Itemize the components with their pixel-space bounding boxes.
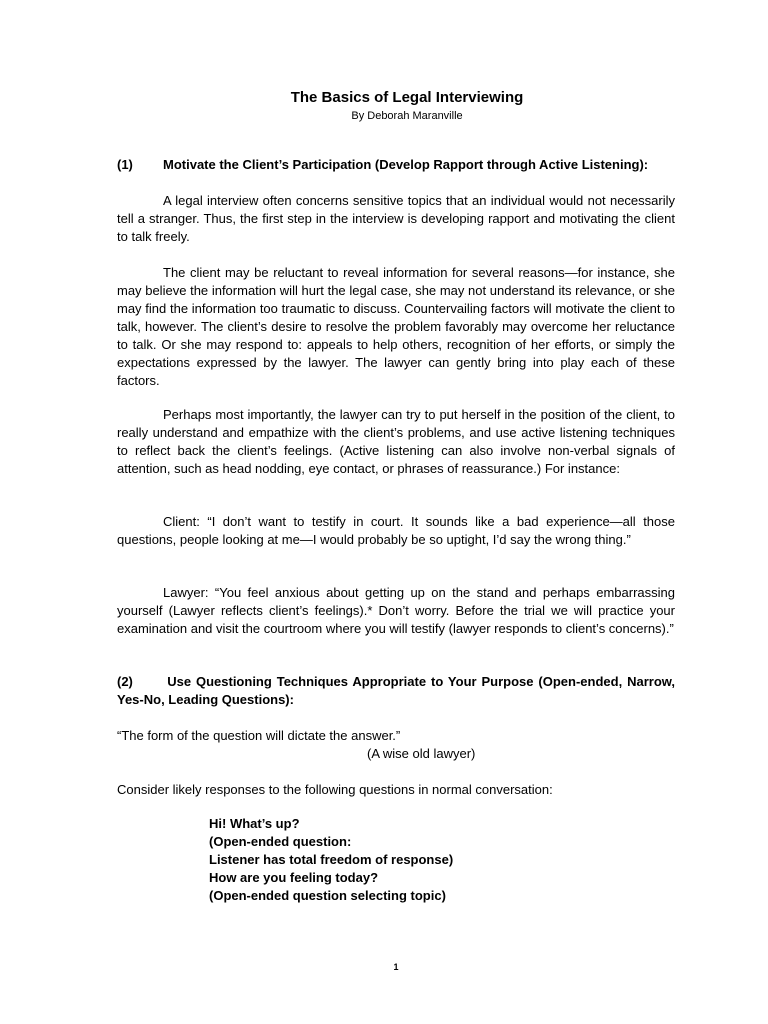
- section-1-title: Motivate the Client’s Participation (Develop Rapport through Active Listening):: [163, 157, 649, 172]
- paragraph-3: Perhaps most importantly, the lawyer can try to put herself in the position of the client, to really understand and empathize with the client’s problems, and use active listening techniques to reflect back the client’s feelings. (Active listening can also involve non-verbal signals of attention, such as head nodding, eye contact, or phrases of reassurance.) For instance:: [117, 407, 675, 476]
- paragraph-lawyer-quote: Lawyer: “You feel anxious about getting up on the stand and perhaps embarrassing yourself (Lawyer reflects client’s feelings).* Don’t worry. Before the trial we will practice your examination and visit the courtroom where you will testify (lawyer responds to client’s concerns).”: [117, 585, 675, 636]
- document-author: By Deborah Maranville: [351, 110, 463, 122]
- quote-attribution: (A wise old lawyer): [367, 746, 476, 761]
- paragraph-1: A legal interview often concerns sensitive topics that an individual would not necessarily tell a stranger. Thus, the first step in the interview is developing rapport and motivating the client to talk freely.: [117, 193, 675, 244]
- list-item: Listener has total freedom of response): [209, 852, 454, 867]
- section-1-heading: [117, 156, 677, 174]
- document-title: The Basics of Legal Interviewing: [290, 89, 524, 106]
- list-item: How are you feeling today?: [209, 870, 379, 885]
- section-2-heading: (2) Use Questioning Techniques Appropriate to Your Purpose (Open-ended, Narrow, Yes-No, Leading Questions):: [117, 674, 675, 707]
- list-item: (Open-ended question:: [209, 834, 352, 849]
- page-number: 1: [393, 962, 399, 972]
- paragraph-2: The client may be reluctant to reveal information for several reasons—for instance, she may believe the information will hurt the legal case, she may not understand its relevance, or she may find the information too traumatic to discuss. Countervailing factors will motivate the client to talk, however. The client’s desire to resolve the problem favorably may overcome her reluctance to talk. Or she may respond to: appeals to help others, recognition of her efforts, or simply the expectations expressed by the lawyer. The lawyer can gently bring into play each of these factors.: [117, 265, 675, 388]
- quote-text: “The form of the question will dictate the answer.”: [117, 728, 401, 743]
- question-list: [209, 815, 669, 905]
- list-item: (Open-ended question selecting topic): [209, 888, 446, 903]
- paragraph-client-quote: Client: “I don’t want to testify in court. It sounds like a bad experience—all those questions, people looking at me—I would probably be so uptight, I’d say the wrong thing.”: [117, 514, 675, 547]
- consider-text: Consider likely responses to the following questions in normal conversation:: [117, 782, 553, 797]
- section-1-number: (1): [117, 157, 133, 172]
- list-item: Hi! What’s up?: [209, 816, 300, 831]
